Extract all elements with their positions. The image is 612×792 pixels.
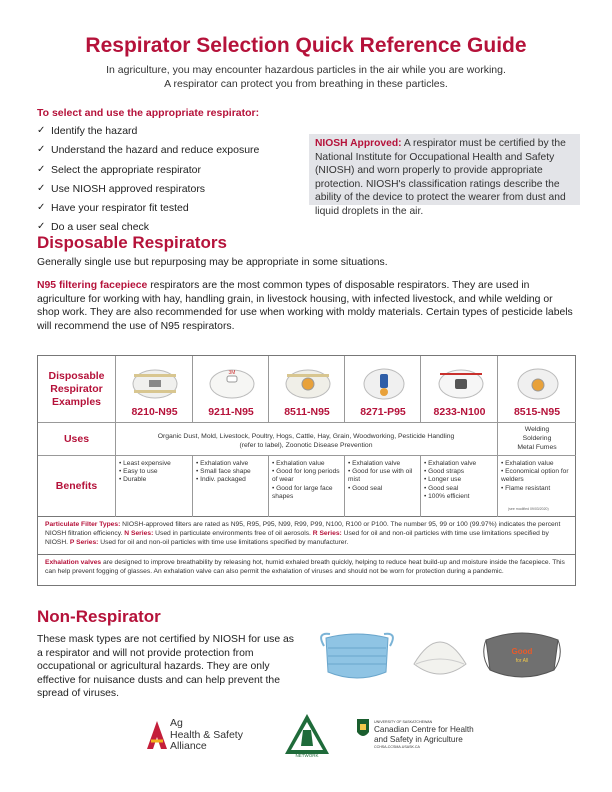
cloth-mask-image [482,622,562,686]
dust-mask-image [410,624,470,686]
disposable-intro: Generally single use but repurposing may be appropriate in some situations. [37,257,388,268]
step-item: ✓ Understand the hazard and reduce exposure [37,142,259,161]
checkmark-icon: ✓ [37,144,46,156]
respirator-9211-image [207,362,257,400]
benefit-footnote: (see modified 09/03/2020) [508,507,549,511]
benefits-list: • Exhalation valve • Small face shape • Indiv. packaged [196,460,267,485]
nonrespirator-heading: Non-Respirator [37,607,161,626]
respirator-8210-image [130,362,180,400]
step-item: ✓ Select the appropriate respirator [37,162,259,181]
cchsa-text: UNIVERSITY OF SASKATCHEWAN Canadian Centre for Health and Safety in Agriculture CCHSA-CCSMA.USASK.CA [374,720,474,749]
checkmark-icon: ✓ [37,163,46,175]
uses-last-text: Welding Soldering Metal Fumes [517,426,557,451]
benefits-list: • Exhalation valve • Good for use with oil mist • Good seal [348,460,419,493]
benefits-list: • Exhalation value • Economical option for welders • Flame resistant [501,460,574,493]
n95-label: N95 filtering facepiece [37,280,148,291]
respirator-8233-image [436,362,486,400]
checkmark-icon: ✓ [37,182,46,194]
model-label: 9211-N95 [208,406,254,418]
niosh-label: NIOSH Approved: [315,138,402,149]
svg-text:NETWORK: NETWORK [295,753,319,758]
surgical-mask-image [316,624,398,686]
svg-text:Good: Good [511,647,533,656]
checkmark-icon: ✓ [37,202,46,214]
filter-types-note: Particulate Filter Types: NIOSH-approved filters are rated as N95, R95, P95, N99, R99, P99, N100, R100 or P100. The number 95, 99 or 100 (99.97%) indicates the percent NIOSH filtration efficiency. N Series: Used in particulate environments free of oil aerosols. R Series: Used for oil and non-oil particles with time use limitations specified by NIOSH. P Series: Used for oil and non-oil particles with time use limitations specified by manufacturer. [37,517,576,555]
exhalation-valve-note: Exhalation valves are designed to improve breathability by releasing hot, humid exhaled breath quickly, helping to reduce heat build-up and moisture inside the facepiece. This can help prevent fogging of glasses. An exhalation valve can also permit the exhalation of viruses and should not be worn for protection during a pandemic. [37,555,576,586]
step-item: ✓ Do a user seal check [37,219,259,238]
steps-heading: To select and use the appropriate respirator: [37,107,260,119]
row-label-uses: Uses [38,423,116,456]
model-label: 8210-N95 [131,406,178,418]
page-title: Respirator Selection Quick Reference Guide [85,34,527,57]
svg-text:3M: 3M [228,370,236,376]
network-logo [283,712,331,758]
step-item: ✓ Have your respirator fit tested [37,200,259,219]
model-label: 8515-N95 [513,406,561,418]
checkmark-icon: ✓ [37,125,46,136]
disposable-heading: Disposable Respirators [37,233,227,252]
ag-alliance-text: Ag Health & Safety Alliance [170,717,243,752]
respirator-8515-image [513,362,563,400]
row-label-benefits: Benefits [38,456,116,517]
step-item: ✓ Use NIOSH approved respirators [37,181,259,200]
niosh-text: A respirator must be certified by the National Institute for Occupational Health and Safety (NIOSH) and worn properly to provide appropriate protection. NIOSH's classification ratings describe the ability of the device to protect the wearer from dust and liquid droplets in the air. [315,138,566,217]
svg-text:for All: for All [515,658,529,664]
niosh-info-box [309,134,580,217]
checkmark-icon: ✓ [37,221,46,233]
usask-crest-icon [356,718,370,740]
steps-list [37,123,259,239]
n95-paragraph: N95 filtering facepiece respirators are the most common types of disposable respirators. They are used in agriculture for working with hay, handling grain, in livestock housing, with infected livestock, and while welding or shop work. They are also recommended for use when working with moldy materials. Certain types of pesticide labels will recommend the use of N95 respirators. [37,280,573,333]
benefits-list: • Least expensive • Easy to use • Durable [119,460,191,485]
intro-line-2: A respirator can protect you from breathing in these particles. [164,78,448,90]
respirator-8511-image [283,362,333,400]
ag-alliance-logo [145,719,169,751]
model-label: 8271-P95 [360,406,406,418]
model-label: 8511-N95 [284,406,330,418]
model-label: 8233-N100 [433,406,486,418]
nonrespirator-paragraph: These mask types are not certified by NIOSH for use as a respirator and will not provide protection from occupational or agricultural hazards. They are only effective for nuisance dusts and can help prevent the spread of viruses. [37,634,294,700]
respirator-table [37,355,576,517]
benefits-list: • Exhalation value • Good for long periods of wear • Good for large face shapes [272,460,342,501]
row-label-examples: Disposable Respirator Examples [38,356,116,423]
respirator-8271-image [359,362,409,400]
benefits-list: • Exhalation valve • Good straps • Longer use • Good seal • 100% efficient [424,460,496,501]
step-item: ✓ Identify the hazard [37,123,259,142]
uses-main-text: Organic Dust, Mold, Livestock, Poultry, Hogs, Cattle, Hay, Grain, Woodworking, Pesticide Handling (refer to label), Zoonotic Disease Prevention [157,433,455,449]
intro-line-1: In agriculture, you may encounter hazardous particles in the air while you are working. [106,64,506,76]
